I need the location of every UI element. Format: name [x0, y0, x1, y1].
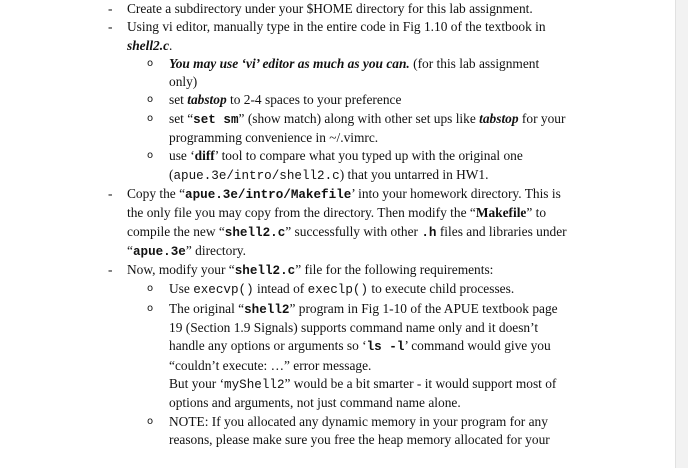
- sub-list-item: o Use execvp() intead of execlp() to execute child processes.: [147, 281, 515, 298]
- list-item: - Using vi editor, manually type in the entire code in Fig 1.10 of the textbook in shell2.c.: [108, 19, 546, 53]
- sub-list-item: o use ‘diff’ tool to compare what you typed up with the original one (apue.3e/intro/shell2.c) that you untarred in HW1.: [147, 148, 523, 183]
- list-item: - Create a subdirectory under your $HOME directory for this lab assignment.: [0, 0, 567, 18]
- circle-bullet: o: [147, 415, 154, 427]
- circle-bullet: o: [147, 94, 154, 106]
- sub-list-item: o NOTE: If you allocated any dynamic memory in your program for any reasons, please make sure you free the heap memory allocated for your: [147, 413, 550, 447]
- circle-bullet: o: [147, 302, 154, 314]
- sub-list-group: [0, 280, 688, 449]
- dash-bullet: -: [108, 262, 113, 278]
- sub-list-item: o The original “shell2” program in Fig 1-10 of the APUE textbook page 19 (Section 1.9 Signals) supports command name only and it doesn’t handle any options or arguments so ‘ls -l’ command would give you “couldn’t execute: …” error message. But your ‘myShell2” would be a bit smarter - it would support most of options and arguments, not just command name alone.: [147, 300, 558, 411]
- list-item: - Copy the “apue.3e/intro/Makefile’ into your homework directory. This is the only file you may copy from the directory. Then modify the “Makefile” to compile the new “shell2.c” successfully with other .h files and libraries under “apue.3e” directory.: [108, 185, 567, 259]
- circle-bullet: o: [147, 150, 154, 162]
- sub-list-item: o set “set sm” (show match) along with other set ups like tabstop for your programming convenience in ~/.vimrc.: [147, 110, 566, 146]
- dash-bullet: -: [108, 185, 113, 201]
- scrollbar-track[interactable]: [675, 0, 688, 468]
- circle-bullet: o: [147, 57, 154, 69]
- circle-bullet: o: [147, 283, 154, 295]
- sub-list-item: o You may use ‘vi’ editor as much as you can. (for this lab assignment only): [147, 55, 540, 90]
- sub-list-item: o set tabstop to 2-4 spaces to your preference: [0, 91, 569, 109]
- sub-list: [0, 280, 688, 449]
- circle-bullet: o: [147, 112, 154, 124]
- dash-bullet: -: [108, 19, 113, 35]
- list-item: - Now, modify your “shell2.c” file for the following requirements:: [108, 262, 494, 279]
- sub-list-group: [0, 55, 688, 185]
- sub-list: [0, 55, 688, 185]
- dash-bullet: -: [108, 1, 113, 16]
